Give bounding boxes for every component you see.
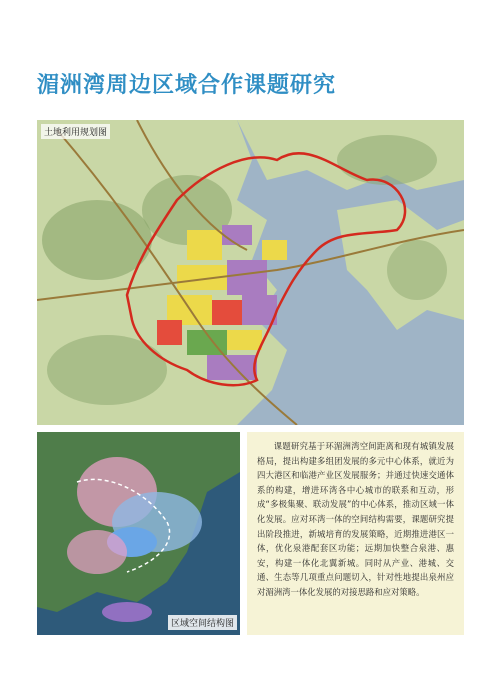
land-use-map-label: 土地利用规划图: [41, 124, 110, 139]
spatial-structure-label: 区域空间结构图: [168, 615, 237, 630]
spatial-structure-graphic: [37, 432, 240, 635]
land-use-map-graphic: [37, 120, 464, 425]
spatial-structure-map: [37, 432, 240, 635]
land-use-planning-map: [37, 120, 464, 425]
research-description: 课题研究基于环湄洲湾空间距离和现有城镇发展格局，提出构建多组团发展的多元中心体系，就近为四大港区和临港产业区发展服务；并通过快速交通体系的构建，增进环湾各中心城市的联系和互动，形成“多极集聚、联动发展”的中心体系，推动区域一体化发展。应对环湾一体的空间结构需要，课题研究提出阶段推进，新城培育的发展策略，近期推进港区一体，优化泉港配套区功能；远期加快整合泉港、惠安，构建一体化北翼新城。同时从产业、港城、交通、生态等几项重点问题切入，针对性地提出泉州应对湄洲湾一体化发展的对接思路和应对策略。: [247, 432, 464, 635]
page-title: 湄洲湾周边区域合作课题研究: [37, 73, 337, 98]
